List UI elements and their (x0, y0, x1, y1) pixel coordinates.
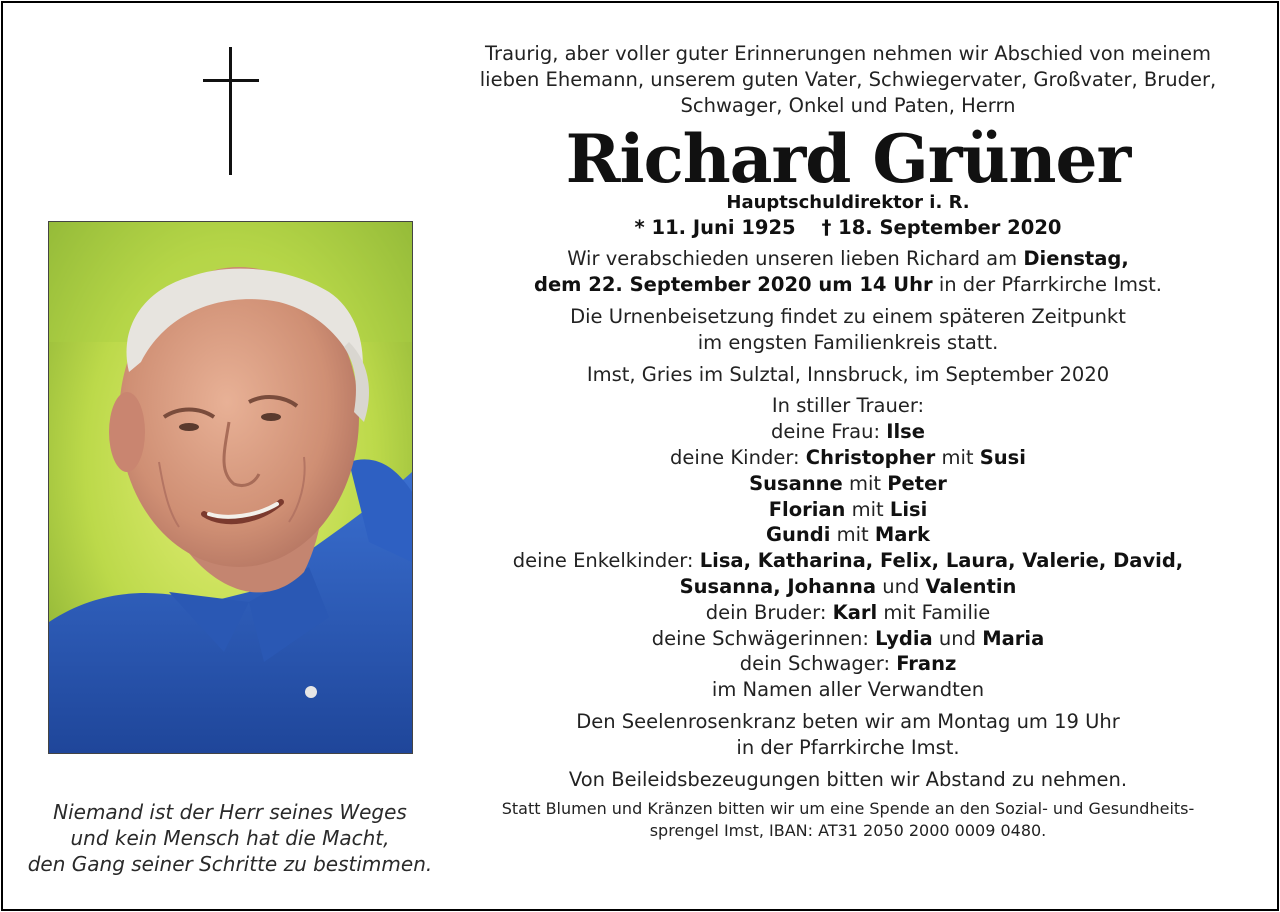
quote-line: und kein Mensch hat die Macht, (70, 826, 390, 850)
birth-date: * 11. Juni 1925 (634, 216, 796, 240)
family-sisters-in-law: deine Schwägerinnen: Lydia und Maria (651, 626, 1045, 650)
life-dates (448, 214, 1248, 242)
service-line: Wir verabschieden unseren lieben Richard am Dienstag, (567, 247, 1129, 271)
deceased-title: Hauptschuldirektor i. R. (726, 192, 970, 214)
place-date: Imst, Gries im Sulztal, Innsbruck, im September 2020 (586, 362, 1110, 386)
deceased-name: Richard Grüner (565, 120, 1131, 199)
quote-line: Niemand ist der Herr seines Weges (53, 800, 407, 824)
donation-note: Statt Blumen und Kränzen bitten wir um eine Spende an den Sozial- und Gesundheits- sprengel Imst, IBAN: AT31 2050 2000 0009 0480. (501, 799, 1195, 841)
intro-line: Schwager, Onkel und Paten, Herrn (680, 93, 1016, 117)
family-grandchildren: deine Enkelkinder: Lisa, Katharina, Felix, Laura, Valerie, David, (512, 549, 1184, 573)
cross-icon (201, 47, 261, 177)
rosary-line: Den Seelenrosenkranz beten wir am Montag um 19 Uhr (576, 709, 1120, 733)
family-brother: dein Bruder: Karl mit Familie (705, 600, 991, 624)
quote-line: den Gang seiner Schritte zu bestimmen. (27, 852, 433, 876)
family-brother-in-law: dein Schwager: Franz (739, 652, 957, 676)
family-relatives: im Namen aller Verwandten (711, 678, 985, 702)
portrait-photo (48, 221, 413, 754)
intro-line: lieben Ehemann, unserem guten Vater, Schwiegervater, Großvater, Bruder, (479, 67, 1217, 91)
family-child: Florian mit Lisi (768, 497, 928, 521)
rosary-line: in der Pfarrkirche Imst. (736, 735, 960, 759)
urn-line: im engsten Familienkreis statt. (697, 330, 999, 354)
intro-line: Traurig, aber voller guter Erinnerungen nehmen wir Abschied von meinem (485, 42, 1211, 65)
death-date: † 18. September 2020 (821, 216, 1062, 240)
family-child: deine Kinder: Christopher mit Susi (670, 445, 1026, 469)
mourning-heading: In stiller Trauer: (771, 394, 925, 418)
family-grandchildren: Susanna, Johanna und Valentin (679, 574, 1017, 598)
obituary-notice (1, 1, 1279, 911)
family-child: Gundi mit Mark (765, 523, 931, 547)
family-child: Susanne mit Peter (749, 471, 947, 495)
obituary-text (448, 41, 1248, 842)
condolences-note: Von Beileidsbezeugungen bitten wir Abstand zu nehmen. (568, 767, 1128, 791)
family-wife: deine Frau: Ilse (770, 420, 926, 444)
service-line: dem 22. September 2020 um 14 Uhr in der Pfarrkirche Imst. (534, 273, 1162, 297)
quote (25, 799, 435, 877)
urn-line: Die Urnenbeisetzung findet zu einem späteren Zeitpunkt (570, 304, 1126, 328)
